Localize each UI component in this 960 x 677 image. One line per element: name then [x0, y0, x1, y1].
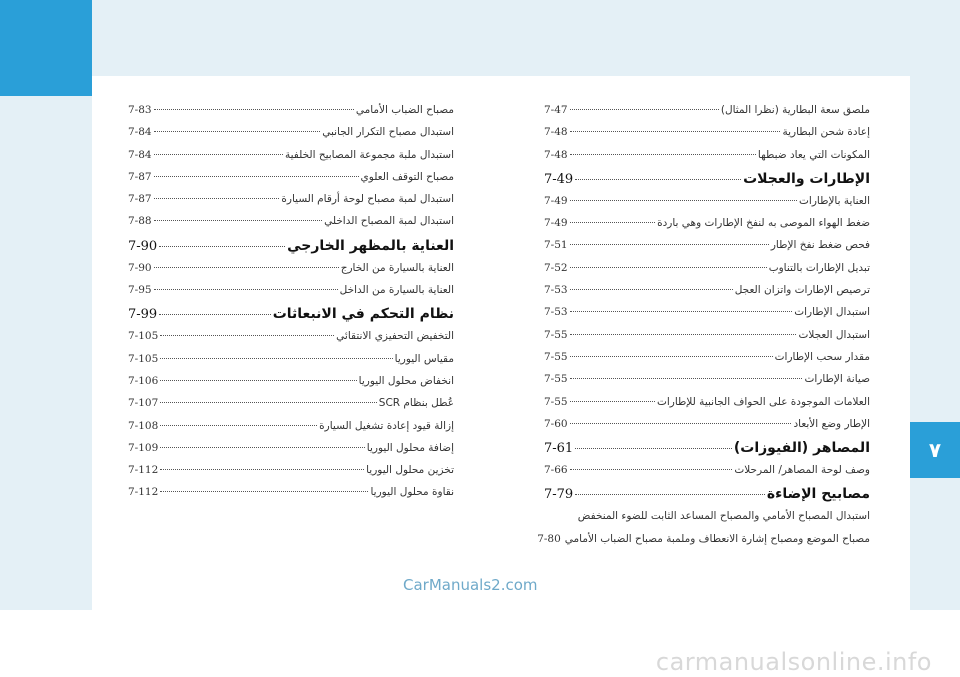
toc-entry-title: استبدال الإطارات	[794, 306, 870, 319]
dot-leader	[575, 448, 732, 449]
toc-entry[interactable]	[544, 104, 870, 126]
toc-entry-title: ملصق سعة البطارية (نظرا المثال)	[720, 104, 870, 116]
toc-entry-title: نقاوة محلول اليوريا	[370, 486, 454, 499]
dot-leader	[160, 335, 334, 336]
dot-leader	[154, 267, 339, 268]
dot-leader	[570, 378, 803, 379]
toc-entry-title: استبدال مصباح التكرار الجانبي	[322, 126, 454, 139]
toc-entry-title: المصاهر (الفيوزات)	[733, 440, 870, 457]
chapter-tab[interactable]: ٧	[910, 422, 960, 478]
dot-leader	[570, 469, 733, 470]
toc-entry-title: الإطار وضع الأبعاد	[793, 417, 870, 430]
dot-leader	[570, 200, 797, 201]
dot-leader	[160, 491, 368, 492]
dot-leader	[570, 154, 756, 155]
toc-entry[interactable]	[544, 239, 870, 261]
toc-section-heading[interactable]	[128, 306, 454, 330]
toc-entry[interactable]	[128, 262, 454, 284]
toc-entry-page: 7-61	[544, 441, 574, 457]
toc-entry-title: تخزين محلول اليوريا	[366, 464, 454, 477]
toc-entry[interactable]	[544, 329, 870, 351]
toc-entry-page: 7-55	[544, 350, 568, 363]
toc-entry-page: 7-55	[544, 328, 568, 341]
toc-entry-page: 7-53	[544, 306, 568, 319]
toc-entry-title: مصابيح الإضاءة	[766, 486, 870, 503]
toc-entry-page: 7-60	[544, 417, 568, 430]
dot-leader	[159, 246, 285, 247]
toc-column-right	[537, 104, 870, 555]
toc-entry-page: 7-90	[128, 238, 158, 254]
dot-leader	[160, 358, 392, 359]
toc-entry-page: 7-79	[544, 487, 574, 503]
toc-entry-title: وصف لوحة المصاهر/ المرحلات	[734, 464, 870, 477]
toc-entry[interactable]	[544, 373, 870, 395]
toc-entry[interactable]	[544, 464, 870, 486]
toc-entry[interactable]	[544, 351, 870, 373]
toc-entry-title: العناية بالسيارة من الداخل	[339, 284, 454, 297]
toc-entry[interactable]	[544, 418, 870, 440]
toc-section-heading[interactable]	[128, 238, 454, 262]
toc-entry-title: استبدال لمبة مصباح لوحة أرقام السيارة	[281, 193, 454, 206]
toc-entry[interactable]	[128, 375, 454, 397]
toc-entry-page: 7-66	[544, 464, 568, 477]
toc-entry-page: 7-48	[544, 126, 568, 139]
dot-leader	[570, 356, 773, 357]
dot-leader	[154, 176, 359, 177]
dot-leader	[160, 380, 356, 381]
toc-entry-title: إعادة شحن البطارية	[782, 126, 870, 139]
toc-entry-page: 7-95	[128, 284, 152, 297]
toc-entry[interactable]	[544, 126, 870, 148]
dot-leader	[160, 425, 317, 426]
dot-leader	[570, 244, 769, 245]
toc-entry-page: 7-51	[544, 239, 568, 252]
toc-entry[interactable]	[544, 284, 870, 306]
toc-entry-title: استبدال ملبة مجموعة المصابيح الخلفية	[285, 148, 454, 161]
toc-entry-title: نظام التحكم في الانبعاثات	[272, 306, 454, 323]
toc-entry-title: استبدال المصباح الأمامي والمصباح المساعد الثابت للضوء المنخفض	[577, 510, 870, 523]
dot-leader	[570, 222, 656, 223]
toc-entry-title: العناية بالإطارات	[799, 194, 870, 207]
toc-entry-page: 7-99	[128, 307, 158, 323]
toc-entry[interactable]	[128, 215, 454, 237]
toc-entry-title: استبدال لمبة المصباح الداخلي	[324, 215, 454, 228]
toc-entry-page: 7-108	[128, 419, 159, 432]
toc-entry-title: العناية بالمظهر الخارجي	[287, 237, 454, 254]
toc-entry-page: 7-48	[544, 148, 568, 161]
toc-entry[interactable]	[544, 510, 870, 532]
footer-watermark: carmanualsonline.info	[655, 648, 932, 676]
corner-color-block	[0, 0, 92, 96]
dot-leader	[154, 154, 283, 155]
toc-entry-page: 7-105	[128, 330, 159, 343]
toc-entry-title: إضافة محلول اليوريا	[366, 441, 454, 454]
dot-leader	[160, 469, 364, 470]
dot-leader	[570, 267, 767, 268]
toc-entry-title: العلامات الموجودة على الحواف الجانبية للإطارات	[656, 395, 870, 408]
toc-section-heading[interactable]	[544, 486, 870, 510]
dot-leader	[570, 131, 781, 132]
toc-entry[interactable]	[128, 193, 454, 215]
toc-entry-page: 7-52	[544, 261, 568, 274]
dot-leader	[154, 220, 323, 221]
toc-entry-page: 7-49	[544, 171, 574, 187]
toc-entry-title: فحص ضغط نفخ الإطار	[770, 239, 870, 252]
toc-entry-title: ضغط الهواء الموصى به لنفخ الإطارات وهي باردة	[657, 217, 870, 230]
toc-entry-title: مقدار سحب الإطارات	[774, 350, 870, 363]
toc-entry-title: عُطل بنظام SCR	[378, 397, 454, 410]
dot-leader	[159, 314, 270, 315]
toc-entry-page: 7-84	[128, 126, 152, 139]
toc-entry-page: 7-87	[128, 193, 152, 206]
toc-entry-title: التخفيض التحفيزي الانتقائي	[336, 330, 454, 343]
dot-leader	[154, 109, 354, 110]
toc-entry[interactable]	[544, 262, 870, 284]
toc-entry-title: الإطارات والعجلات	[743, 170, 870, 187]
dot-leader	[154, 289, 338, 290]
toc-entry-page: 7-47	[544, 104, 568, 116]
toc-section-heading[interactable]	[544, 171, 870, 195]
watermark-text: CarManuals2.com	[403, 576, 538, 594]
toc-entry[interactable]	[128, 330, 454, 352]
toc-entry-title: مصباح التوقف العلوي	[360, 170, 454, 183]
toc-entry-title: العناية بالسيارة من الخارج	[340, 261, 454, 274]
toc-entry-page: 7-88	[128, 215, 152, 228]
dot-leader	[160, 447, 365, 448]
toc-entry[interactable]	[128, 284, 454, 306]
dot-leader	[160, 402, 377, 403]
toc-entry[interactable]	[128, 171, 454, 193]
toc-entry-title: ترصيص الإطارات واتزان العجل	[734, 284, 870, 297]
dot-leader	[575, 494, 765, 495]
toc-column-left	[128, 104, 454, 509]
dot-leader	[154, 131, 321, 132]
toc-entry-title: مصباح الموضع ومصباح إشارة الانعطاف وملمبة مصباح الضباب الأمامي	[564, 532, 870, 545]
toc-entry[interactable]	[544, 149, 870, 171]
toc-entry[interactable]	[128, 149, 454, 171]
toc-entry-page: 7-106	[128, 374, 159, 387]
toc-entry-title: انخفاض محلول اليوريا	[358, 374, 454, 387]
toc-entry-page: 7-87	[128, 170, 152, 183]
toc-entry-title: تبديل الإطارات بالتناوب	[768, 261, 870, 274]
toc-entry-page: 7-80	[537, 532, 561, 545]
toc-entry-page: 7-84	[128, 148, 152, 161]
toc-entry-page: 7-112	[128, 486, 159, 499]
dot-leader	[570, 311, 793, 312]
toc-entry[interactable]	[537, 532, 870, 555]
toc-entry[interactable]	[128, 464, 454, 486]
toc-entry-page: 7-55	[544, 395, 568, 408]
toc-entry-page: 7-55	[544, 373, 568, 386]
toc-entry-title: مقياس اليوريا	[394, 352, 454, 365]
toc-entry[interactable]	[128, 126, 454, 148]
table-of-contents	[92, 76, 910, 610]
dot-leader	[570, 334, 797, 335]
toc-entry[interactable]	[544, 217, 870, 239]
toc-entry-page: 7-49	[544, 217, 568, 230]
top-band	[0, 0, 960, 76]
toc-entry-page: 7-109	[128, 441, 159, 454]
dot-leader	[570, 289, 733, 290]
dot-leader	[575, 179, 741, 180]
dot-leader	[570, 109, 719, 110]
toc-entry-title: إزالة قيود إعادة تشغيل السيارة	[319, 419, 454, 432]
toc-entry-title: استبدال العجلات	[798, 328, 870, 341]
toc-entry-title: مصباح الضباب الأمامي	[355, 104, 454, 116]
toc-entry[interactable]	[128, 104, 454, 126]
toc-entry[interactable]	[544, 396, 870, 418]
toc-entry[interactable]	[544, 306, 870, 328]
toc-entry-page: 7-107	[128, 397, 159, 410]
toc-entry-page: 7-112	[128, 464, 159, 477]
toc-entry-page: 7-83	[128, 104, 152, 116]
toc-entry[interactable]	[128, 486, 454, 508]
toc-entry-page: 7-49	[544, 194, 568, 207]
toc-entry-title: المكونات التي يعاد ضبطها	[757, 148, 870, 161]
right-margin-strip	[910, 0, 960, 610]
toc-section-heading[interactable]	[544, 440, 870, 464]
toc-entry[interactable]	[128, 420, 454, 442]
toc-entry-page: 7-90	[128, 261, 152, 274]
dot-leader	[570, 423, 792, 424]
toc-entry[interactable]	[128, 442, 454, 464]
toc-entry[interactable]	[128, 397, 454, 419]
toc-entry-page: 7-105	[128, 352, 159, 365]
dot-leader	[570, 401, 655, 402]
toc-entry[interactable]	[128, 353, 454, 375]
dot-leader	[154, 198, 280, 199]
toc-entry-page: 7-53	[544, 284, 568, 297]
toc-entry-title: صيانة الإطارات	[804, 373, 870, 386]
toc-entry[interactable]	[544, 195, 870, 217]
